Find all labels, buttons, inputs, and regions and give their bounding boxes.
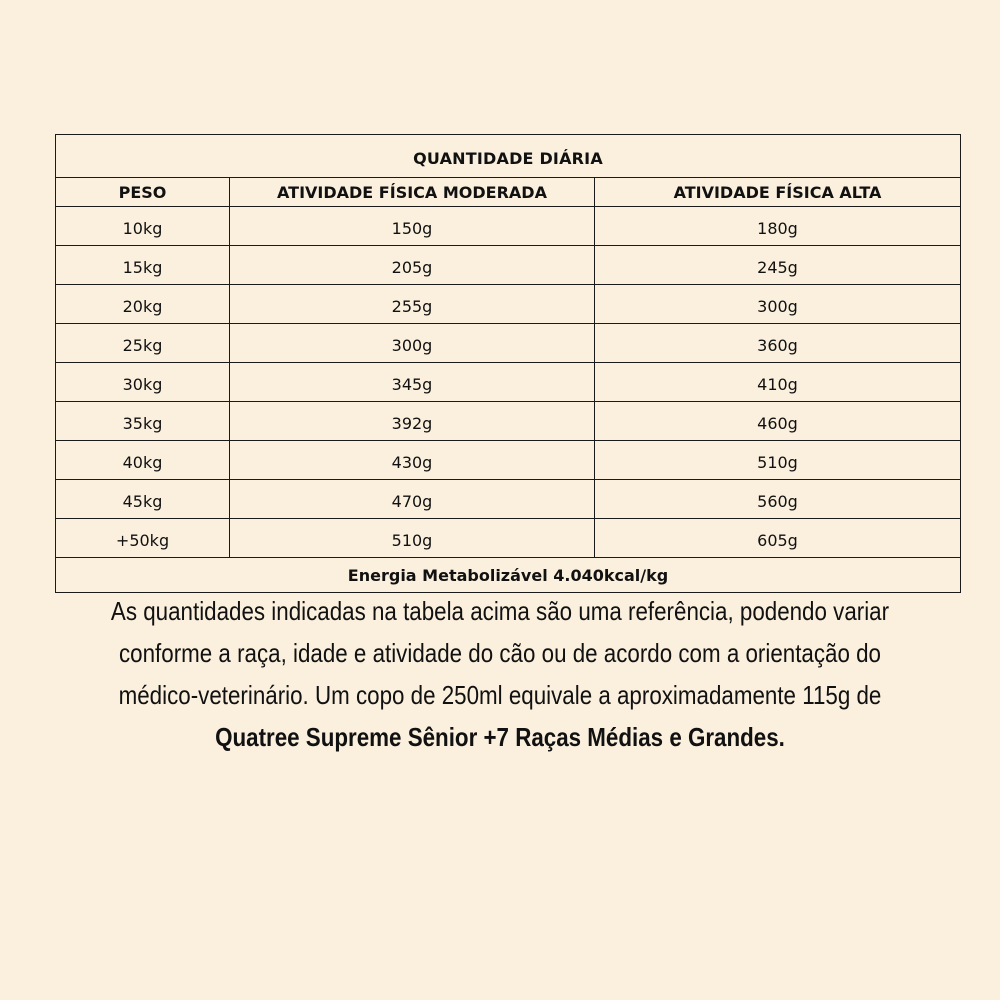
product-name: Quatree Supreme Sênior +7 Raças Médias e Grandes.: [215, 722, 785, 752]
weight-cell: 10kg: [56, 207, 230, 246]
header-weight: PESO: [56, 178, 230, 207]
table-row: [56, 441, 961, 480]
table-title: QUANTIDADE DIÁRIA: [56, 135, 961, 178]
high-amount-cell: 245g: [595, 246, 961, 285]
high-amount-cell: 180g: [595, 207, 961, 246]
high-amount-cell: 560g: [595, 480, 961, 519]
table-header-row: [56, 178, 961, 207]
moderate-amount-cell: 300g: [230, 324, 595, 363]
weight-cell: 25kg: [56, 324, 230, 363]
feeding-note: [104, 590, 895, 758]
header-moderate-activity: ATIVIDADE FÍSICA MODERADA: [230, 178, 595, 207]
table-row: [56, 207, 961, 246]
moderate-amount-cell: 205g: [230, 246, 595, 285]
moderate-amount-cell: 150g: [230, 207, 595, 246]
table-row: [56, 246, 961, 285]
moderate-amount-cell: 510g: [230, 519, 595, 558]
moderate-amount-cell: 255g: [230, 285, 595, 324]
high-amount-cell: 410g: [595, 363, 961, 402]
feeding-table: [55, 134, 961, 593]
high-amount-cell: 605g: [595, 519, 961, 558]
header-high-activity: ATIVIDADE FÍSICA ALTA: [595, 178, 961, 207]
moderate-amount-cell: 470g: [230, 480, 595, 519]
weight-cell: 20kg: [56, 285, 230, 324]
high-amount-cell: 300g: [595, 285, 961, 324]
note-text: As quantidades indicadas na tabela acima são uma referência, podendo variar conforme a raça, idade e atividade do cão ou de acordo com a orientação do médico-veterinário. Um copo de 250ml equivale a aproximadamente 115g de: [110, 596, 890, 710]
high-amount-cell: 460g: [595, 402, 961, 441]
weight-cell: 45kg: [56, 480, 230, 519]
moderate-amount-cell: 345g: [230, 363, 595, 402]
moderate-amount-cell: 430g: [230, 441, 595, 480]
table-row: [56, 519, 961, 558]
weight-cell: 30kg: [56, 363, 230, 402]
moderate-amount-cell: 392g: [230, 402, 595, 441]
table-title-row: [56, 135, 961, 178]
table-row: [56, 285, 961, 324]
table-row: [56, 324, 961, 363]
energy-footer: Energia Metabolizável 4.040kcal/kg: [56, 558, 961, 593]
table-row: [56, 363, 961, 402]
table-row: [56, 402, 961, 441]
table-footer-row: [56, 558, 961, 593]
weight-cell: 15kg: [56, 246, 230, 285]
high-amount-cell: 510g: [595, 441, 961, 480]
weight-cell: 35kg: [56, 402, 230, 441]
weight-cell: 40kg: [56, 441, 230, 480]
table-row: [56, 480, 961, 519]
high-amount-cell: 360g: [595, 324, 961, 363]
weight-cell: +50kg: [56, 519, 230, 558]
